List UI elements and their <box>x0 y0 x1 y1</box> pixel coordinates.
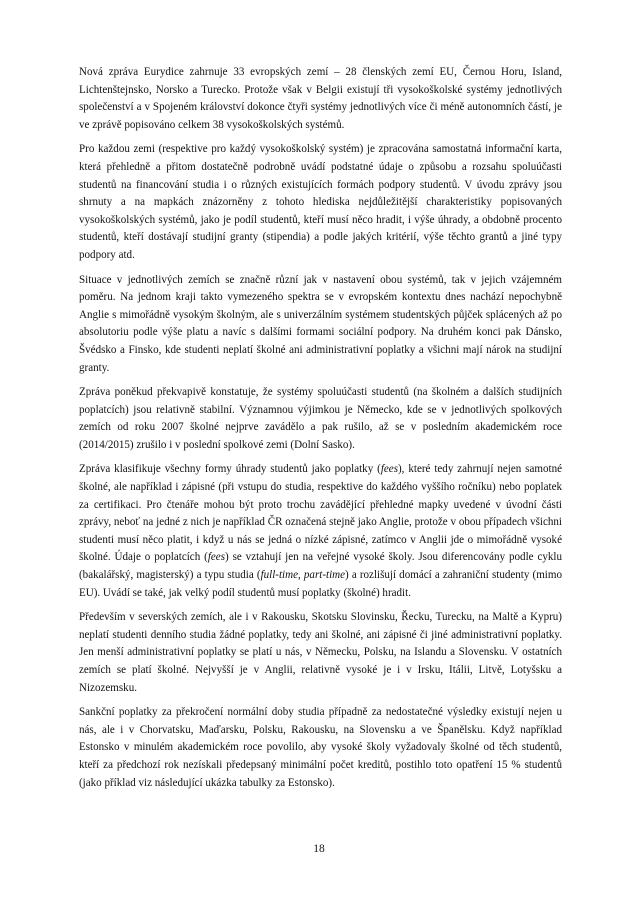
text-run: Situace v jednotlivých zemích se značně různí jak v nastavení obou systémů, tak v jejich vzájemném poměru. Na jednom kraji takto vymezeného spektra se v evropském kontextu dnes nachází nepochybně Anglie s mimořádně vysokým školným, ale s univerzálním systémem studentských půjček splácených až po absolutoriu podle výše platu a navíc s dalšími formami sociální podpory. Na druhém konci pak Dánsko, Švédsko a Finsko, kde studenti neplatí školné ani administrativní poplatky a všichni mají nárok na studijní granty. <box>79 273 562 374</box>
paragraph-4 <box>79 384 562 454</box>
text-run: Pro každou zemi (respektive pro každý vysokoškolský systém) je zpracována samostatná informační karta, která přehledně a přitom dostatečně podrobně uvádí podstatné údaje o způsobu a rozsahu spoluúčasti studentů na financování studia i o různých existujících formách podpory studentů. V úvodu zprávy jsou shrnuty a na mapkách znázorněny z tohoto hlediska nejdůležitější charakteristiky popisovaných vysokoškolských systémů, jako je podíl studentů, kteří musí něco hradit, i výše úhrady, a obdobně procento studentů, kteří dostávají studijní granty (stipendia) a podle jakých kritérií, výše těchto grantů a jiné typy podpory atd. <box>79 143 562 261</box>
text-run: Sankční poplatky za překročení normální doby studia případně za nedostatečné výsledky existují nejen u nás, ale i v Chorvatsku, Maďarsku, Polsku, Rakousku, na Slovensku a ve Španělsku. Když například Estonsko v minulém akademickém roce povolilo, aby vysoké školy vyžadovaly školné od těch studentů, kteří za předchozí rok nezískali předepsaný minimální počet kreditů, postihlo toto opatření 15 % studentů (jako příklad viz následující ukázka tabulky za Estonsko). <box>79 706 562 789</box>
text-run: Především v severských zemích, ale i v Rakousku, Skotsku Slovinsku, Řecku, Turecku, na Maltě a Kypru) neplatí studenti denního studia žádné poplatky, tedy ani školné, ani zápisné či jiné administrativní poplatky. Jen menší administrativní poplatky se platí u nás, v Německu, Polsku, na Islandu a Slovensku. V ostatních zemích se platí školné. Nejvyšší je v Anglii, relativně vysoké je i v Irsku, Itálii, Litvě, Lotyšsku a Nizozemsku. <box>79 611 562 694</box>
italic-term: fees <box>207 551 225 564</box>
text-run: ), které tedy zahrnují nejen samotné školné, ale například i zápisné (při vstupu do studia, respektive do každého vyššího ročníku) nebo poplatek za certifikaci. Pro čtenáře mohou být proto trochu zavádějící přehledné mapky uvedené v úvodní části zprávy, neboť na jedné z nich je například ČR označená stejně jako Anglie, protože v obou případech všichni studenti musí něco platit, i když u nás se jedná o nízké zápisné, zatímco v Anglii jde o mimořádně vysoké školné. Údaje o poplatcích ( <box>79 463 562 564</box>
text-run: ) se vztahují jen na veřejné vysoké školy. Jsou diferencovány podle cyklu (bakalářský, magisterský) a typu studia ( <box>79 551 562 582</box>
text-run: Zpráva klasifikuje všechny formy úhrady studentů jako poplatky ( <box>79 463 381 476</box>
text-run: , <box>298 569 304 582</box>
text-run: Zpráva poněkud překvapivě konstatuje, že systémy spoluúčasti studentů (na školném a dalších studijních poplatcích) jsou relativně stabilní. Významnou výjimkou je Německo, kde se v jednotlivých spolkových zemích od roku 2007 školné nejprve zavádělo a pak rušilo, až se v posledním akademickém roce (2014/2015) zrušilo i v poslední spolkové zemi (Dolní Sasko). <box>79 386 562 451</box>
paragraph-7 <box>79 704 562 792</box>
paragraph-3 <box>79 272 562 378</box>
text-run: Nová zpráva Eurydice zahrnuje 33 evropských zemí – 28 členských zemí EU, Černou Horu, Island, Lichtenštejnsko, Norsko a Turecko. Protože však v Belgii existují tři vysokoškolské systémy jednotlivých společenství a v Spojeném království dokonce čtyři systémy jednotlivých více či méně autonomních částí, je ve zprávě popisováno celkem 38 vysokoškolských systémů. <box>79 66 562 131</box>
paragraph-2 <box>79 141 562 264</box>
paragraph-5 <box>79 461 562 602</box>
body-text <box>79 64 562 799</box>
paragraph-1 <box>79 64 562 134</box>
paragraph-6 <box>79 609 562 697</box>
text-run: ) a rozlišují domácí a zahraniční studenty (mimo EU). Uvádí se také, jak velký podíl studentů musí poplatky (školné) hradit. <box>79 569 562 599</box>
italic-term: part-time <box>303 569 346 582</box>
italic-term: full-time <box>260 569 299 582</box>
page-number: 18 <box>313 843 325 855</box>
italic-term: fees <box>380 463 398 476</box>
